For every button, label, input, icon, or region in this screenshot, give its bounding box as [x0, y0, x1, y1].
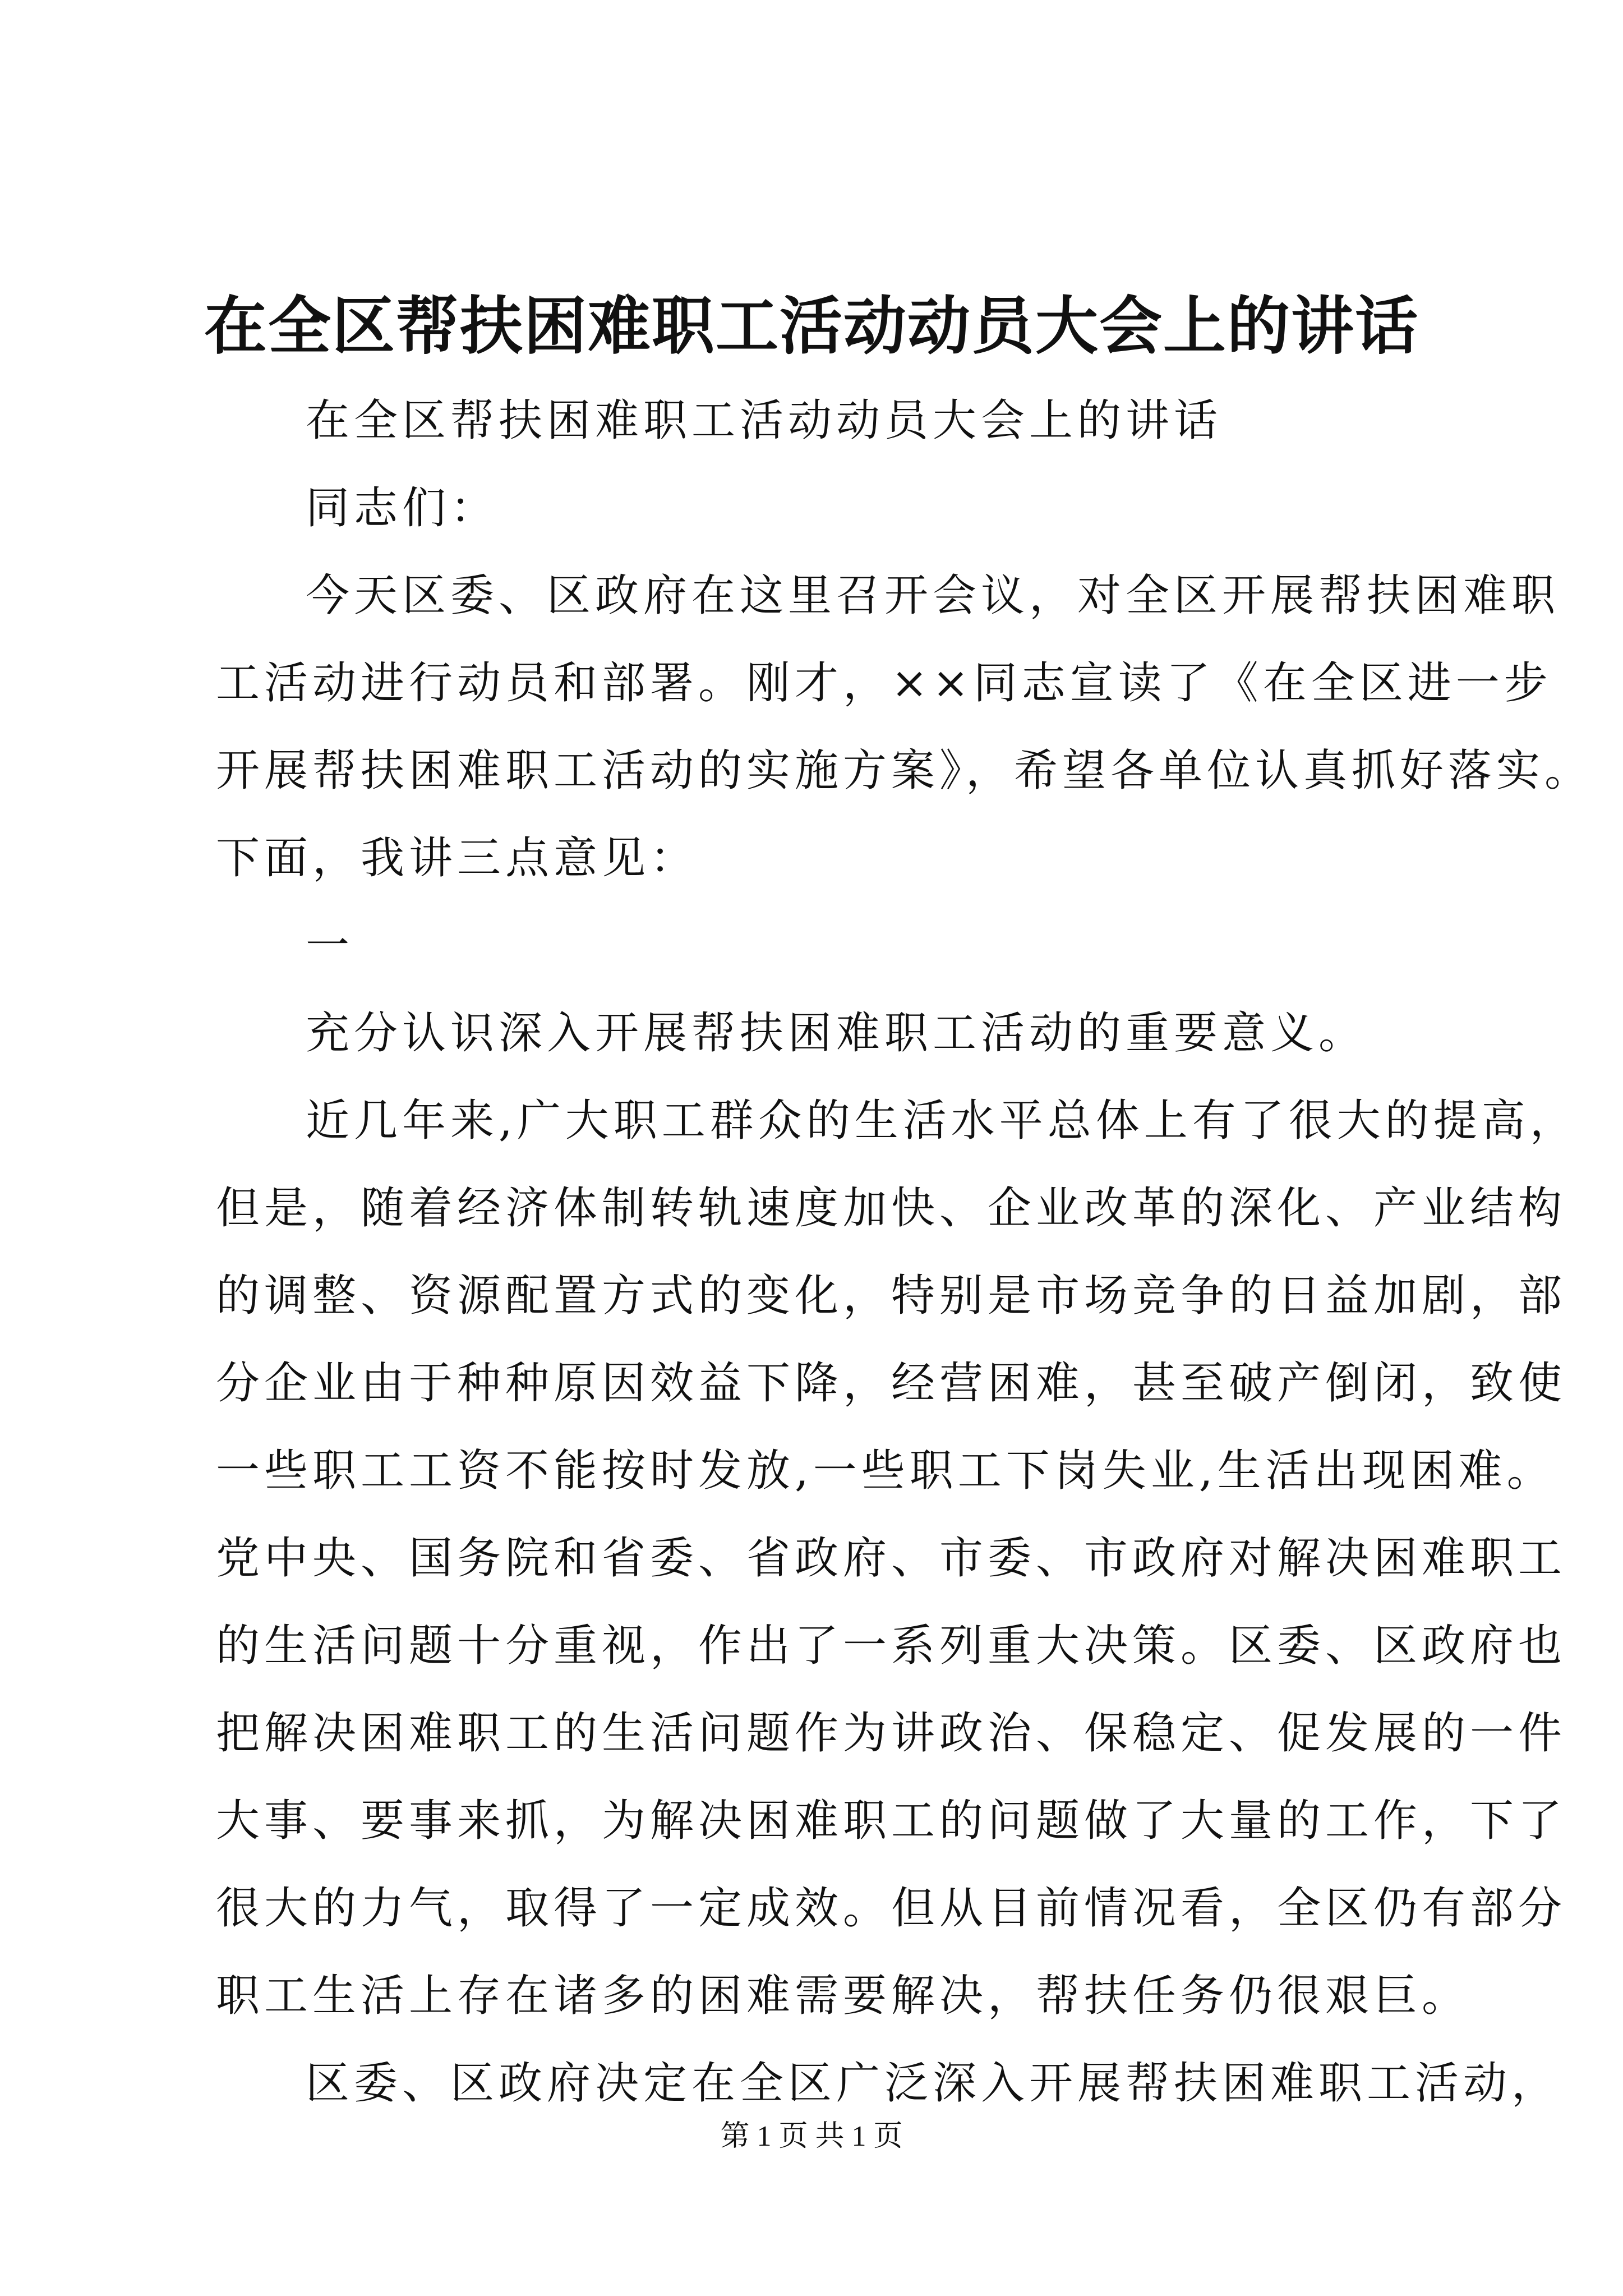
salutation: 同志们：: [306, 483, 499, 533]
paragraph-2-line: 的调整、资源配置方式的变化，特别是市场竞争的日益加剧，部: [216, 1271, 1567, 1321]
section-number: 一: [306, 921, 354, 971]
paragraph-2-line: 把解决困难职工的生活问题作为讲政治、保稳定、促发展的一件: [216, 1708, 1567, 1759]
paragraph-2-line: 党中央、国务院和省委、省政府、市委、市政府对解决困难职工: [216, 1533, 1567, 1584]
paragraph-2-line: 近几年来,广大职工群众的生活水平总体上有了很大的提高，: [306, 1096, 1578, 1146]
paragraph-1-line: 下面，我讲三点意见：: [216, 833, 699, 884]
paragraph-2-line: 分企业由于种种原因效益下降，经营困难，甚至破产倒闭，致使: [216, 1358, 1567, 1409]
paragraph-1-line: 工活动进行动员和部署。刚才，××同志宣读了《在全区进一步: [216, 658, 1552, 708]
paragraph-3-line: 区委、区政府决定在全区广泛深入开展帮扶困难职工活动，: [306, 2058, 1560, 2109]
paragraph-2-line: 但是，随着经济体制转轨速度加快、企业改革的深化、产业结构: [216, 1183, 1567, 1234]
section-heading: 充分认识深入开展帮扶困难职工活动的重要意义。: [306, 1008, 1367, 1059]
paragraph-2-line: 大事、要事来抓，为解决困难职工的问题做了大量的工作，下了: [216, 1796, 1567, 1846]
paragraph-2-line: 职工生活上存在诸多的困难需要解决，帮扶任务仍很艰巨。: [216, 1971, 1470, 2021]
document-title: 在全区帮扶困难职工活动动员大会上的讲话: [204, 289, 1419, 363]
paragraph-2-line: 的生活问题十分重视，作出了一系列重大决策。区委、区政府也: [216, 1621, 1567, 1671]
paragraph-1-line: 开展帮扶困难职工活动的实施方案》，希望各单位认真抓好落实。: [216, 746, 1593, 796]
subtitle-line: 在全区帮扶困难职工活动动员大会上的讲话: [306, 395, 1223, 446]
page-number-footer: 第 1 页 共 1 页: [720, 2120, 903, 2152]
paragraph-1-line: 今天区委、区政府在这里召开会议，对全区开展帮扶困难职: [306, 570, 1560, 621]
paragraph-2-line: 很大的力气，取得了一定成效。但从目前情况看，全区仍有部分: [216, 1883, 1567, 1934]
paragraph-2-line: 一些职工工资不能按时发放,一些职工下岗失业,生活出现困难。: [216, 1446, 1555, 1496]
